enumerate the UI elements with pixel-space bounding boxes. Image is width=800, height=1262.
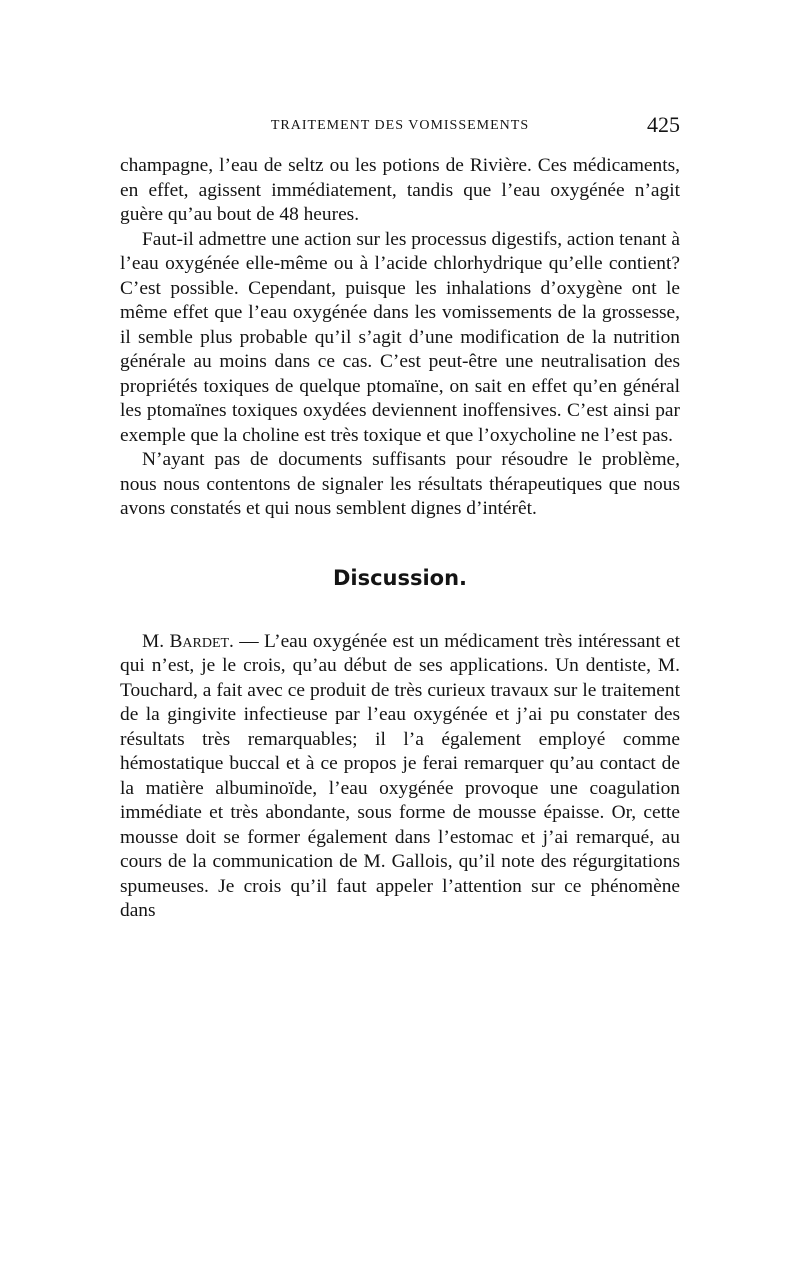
paragraph-3: N’ayant pas de documents suffisants pour résoudre le problème, nous nous contentons de signaler les résultats thérapeutiques que nous avons constatés et qui nous semblent dignes d’intérêt. <box>120 449 680 519</box>
running-title: TRAITEMENT DES VOMISSEMENTS <box>270 118 530 133</box>
discussion-heading: Discussion. <box>332 565 468 590</box>
speaker-dash: — <box>233 630 265 652</box>
running-head <box>120 108 680 148</box>
book-page <box>120 108 680 924</box>
paragraph-1: champagne, l’eau de seltz ou les potions de Rivière. Ces médicaments, en effet, agissent immédiatement, tandis que l’eau oxygénée n’agit guère qu’au bout de 48 heures. <box>120 155 680 225</box>
paragraph-2: Faut-il admettre une action sur les processus digestifs, action tenant à l’eau oxygénée elle-même ou à l’acide chlorhydrique qu’elle contient? C’est possible. Cependant, puisque les inhalations d’oxygène ont le même effet que l’eau oxygénée dans les vomissements de la grossesse, il semble plus probable qu’il s’agit d’une modification de la nutrition générale au moins dans ce cas. C’est peut-être une neutralisation des propriétés toxiques de quelque ptomaïne, on sait en effet qu’en général les ptomaïnes toxiques oxydées deviennent inoffensives. C’est ainsi par exemple que la choline est très toxique et que l’oxycholine ne l’est pas. <box>120 228 680 446</box>
discussion-paragraph <box>120 630 680 924</box>
page-number: 425 <box>647 112 680 137</box>
discussion-text: L’eau oxygénée est un médicament très intéressant et qui n’est, je le crois, qu’au début de ses applications. Un dentiste, M. Touchard, a fait avec ce produit de très curieux travaux sur le traitement de la gingivite infectieuse par l’eau oxygénée et j’ai pu constater des résultats très remarquables; il l’a également employé comme hémostatique buccal et à ce propos je ferai remarquer qu’au contact de la matière albuminoïde, l’eau oxygénée provoque une coagulation immédiate et très abondante, sous forme de mousse épaisse. Or, cette mousse doit se former également dans l’estomac et j’ai remarqué, au cours de la communication de M. Gallois, qu’il note des régurgitations spumeuses. Je crois qu’il faut appeler l’attention sur ce phénomène dans <box>120 630 680 921</box>
speaker-name: M. Bardet. <box>142 630 234 652</box>
